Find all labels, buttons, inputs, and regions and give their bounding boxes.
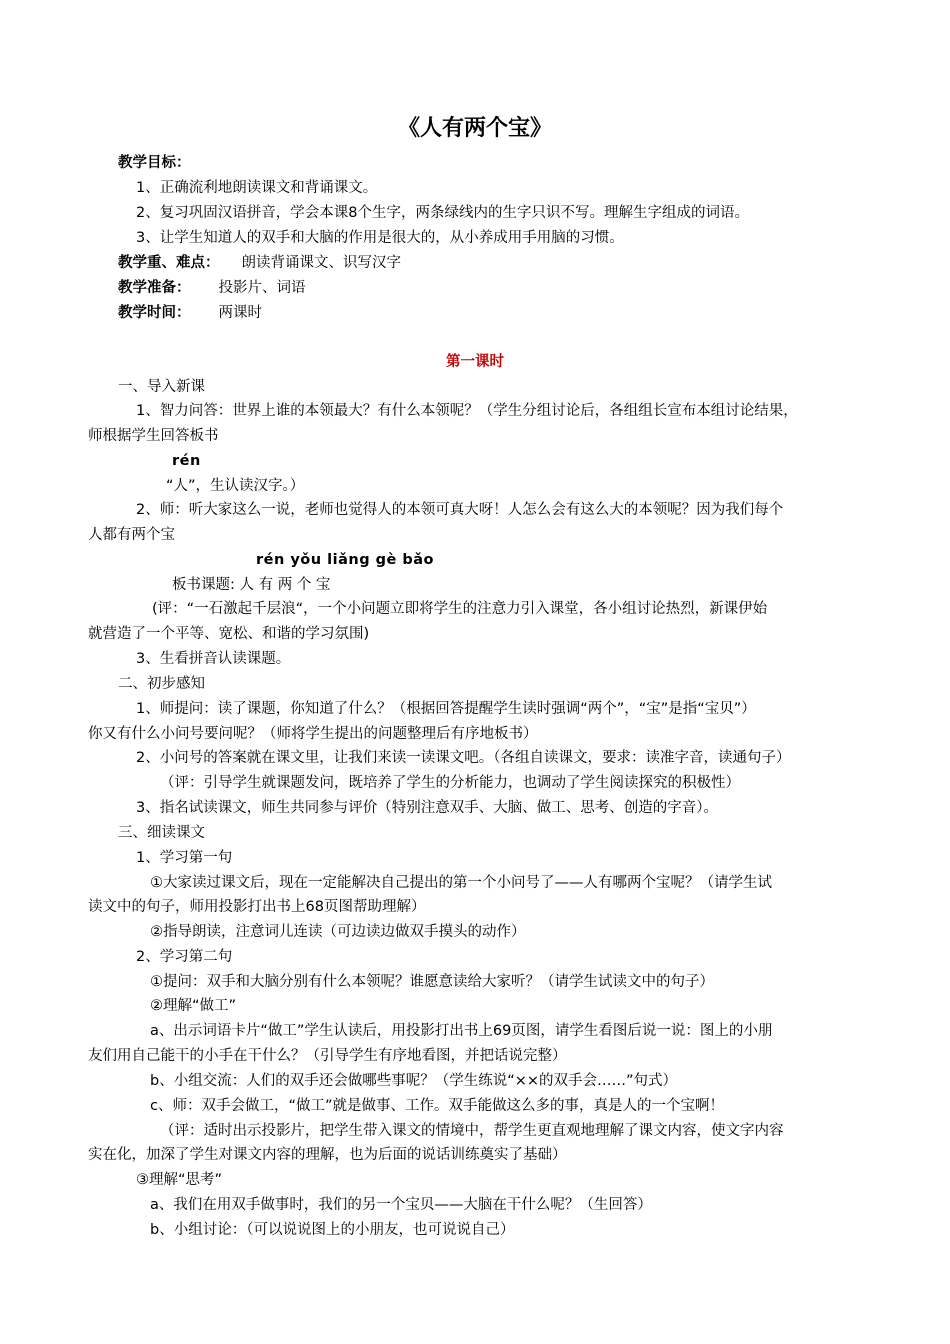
time-value: 两课时 (218, 305, 262, 321)
paragraph-line: ②指导朗读，注意词儿连读（可边读边做双手摸头的动作） (150, 924, 526, 940)
section-heading-3: 三、细读课文 (118, 825, 205, 841)
comment-line: （评：适时出示投影片，把学生带入课文的情境中，帮学生更直观地理解了课文内容，使文字内容 (160, 1123, 784, 1139)
paragraph-line: ①提问：双手和大脑分别有什么本领呢？谁愿意读给大家听？（请学生试读文中的句子） (150, 974, 714, 990)
key-points-value: 朗读背诵课文、识写汉字 (241, 255, 401, 271)
paragraph-line: 1、师提问：读了课题，你知道了什么？（根据回答提醒学生读时强调“两个”，“宝”是指“宝贝”） (136, 701, 756, 717)
preparation-label: 教学准备： (118, 280, 191, 296)
objective-item-1: 1、正确流利地朗读课文和背诵课文。 (136, 180, 378, 196)
comment-line: 实在化，加深了学生对课文内容的理解，也为后面的说话训练奠实了基础） (88, 1147, 567, 1163)
comment-line: （评：引导学生就课题发问，既培养了学生的分析能力，也调动了学生阅读探究的积极性） (160, 775, 740, 791)
paragraph-line: “人”，生认读汉字。） (166, 478, 305, 494)
objectives-label: 教学目标： (118, 155, 191, 171)
paragraph-line: 2、小问号的答案就在课文里，让我们来读一读课文吧。（各组自读课文，要求：读准字音，读通句子） (136, 750, 791, 766)
time-label: 教学时间： (118, 305, 191, 321)
document-title: 《人有两个宝》 (397, 116, 552, 141)
section-heading-1: 一、导入新课 (118, 379, 205, 395)
subsection-heading: 1、学习第一句 (136, 850, 233, 866)
paragraph-line: 1、智力问答：世界上谁的本领最大？有什么本领呢？（学生分组讨论后，各组组长宣布本组讨论结果， (136, 403, 798, 419)
lesson-one-heading: 第一课时 (446, 354, 504, 370)
paragraph-line: c、师：双手会做工，“做工”就是做事、工作。双手能做这么多的事，真是人的一个宝啊！ (150, 1098, 724, 1114)
paragraph-line: 你又有什么小问号要问呢？（师将学生提出的问题整理后有序地板书） (88, 726, 538, 742)
pinyin-annotation: rén (172, 453, 201, 469)
paragraph-line: ②理解“做工” (150, 998, 237, 1014)
paragraph-line: 3、指名试读课文，师生共同参与评价（特别注意双手、大脑、做工、思考、创造的字音）。 (136, 800, 718, 816)
key-points-label: 教学重、难点： (118, 255, 220, 271)
board-title-line: 板书课题: 人 有 两 个 宝 (172, 577, 331, 593)
pinyin-annotation: rén yǒu liǎng gè bǎo (256, 552, 435, 568)
paragraph-line: 人都有两个宝 (88, 527, 175, 543)
objective-item-2: 2、复习巩固汉语拼音，学会本课8个生字，两条绿线内的生字只识不写。理解生字组成的词语。 (136, 205, 749, 221)
objective-item-3: 3、让学生知道人的双手和大脑的作用是很大的，从小养成用手用脑的习惯。 (136, 230, 624, 246)
paragraph-line: a、出示词语卡片“做工”学生认读后，用投影打出书上69页图，请学生看图后说一说：图上的小朋 (150, 1023, 773, 1039)
comment-line: 就营造了一个平等、宽松、和谐的学习氛围) (88, 626, 370, 642)
paragraph-line: ③理解“思考” (136, 1172, 223, 1188)
paragraph-line: a、我们在用双手做事时，我们的另一个宝贝——大脑在干什么呢？（生回答） (150, 1197, 652, 1213)
paragraph-line: b、小组讨论：（可以说说图上的小朋友，也可说说自己） (150, 1222, 515, 1238)
paragraph-line: 师根据学生回答板书 (88, 428, 219, 444)
paragraph-line: b、小组交流：人们的双手还会做哪些事呢？（学生练说“××的双手会……”句式） (150, 1073, 678, 1089)
key-points-row (118, 251, 401, 275)
section-heading-2: 二、初步感知 (118, 676, 205, 692)
paragraph-line: 读文中的句子，师用投影打出书上68页图帮助理解） (88, 899, 426, 915)
paragraph-line: 2、师：听大家这么一说，老师也觉得人的本领可真大呀！人怎么会有这么大的本领呢？因为我们每个 (136, 502, 784, 518)
paragraph-line: ①大家读过课文后，现在一定能解决自己提出的第一个小问号了——人有哪两个宝呢？（请学生试 (150, 875, 772, 891)
paragraph-line: 3、生看拼音认读课题。 (136, 651, 291, 667)
preparation-row (118, 276, 306, 300)
paragraph-line: 友们用自己能干的小手在干什么？（引导学生有序地看图，并把话说完整） (88, 1048, 567, 1064)
time-row (118, 301, 262, 325)
subsection-heading: 2、学习第二句 (136, 949, 233, 965)
comment-line: (评：“一石激起千层浪“，一个小问题立即将学生的注意力引入课堂，各小组讨论热烈，新课伊始 (152, 601, 768, 617)
preparation-value: 投影片、词语 (218, 280, 306, 296)
